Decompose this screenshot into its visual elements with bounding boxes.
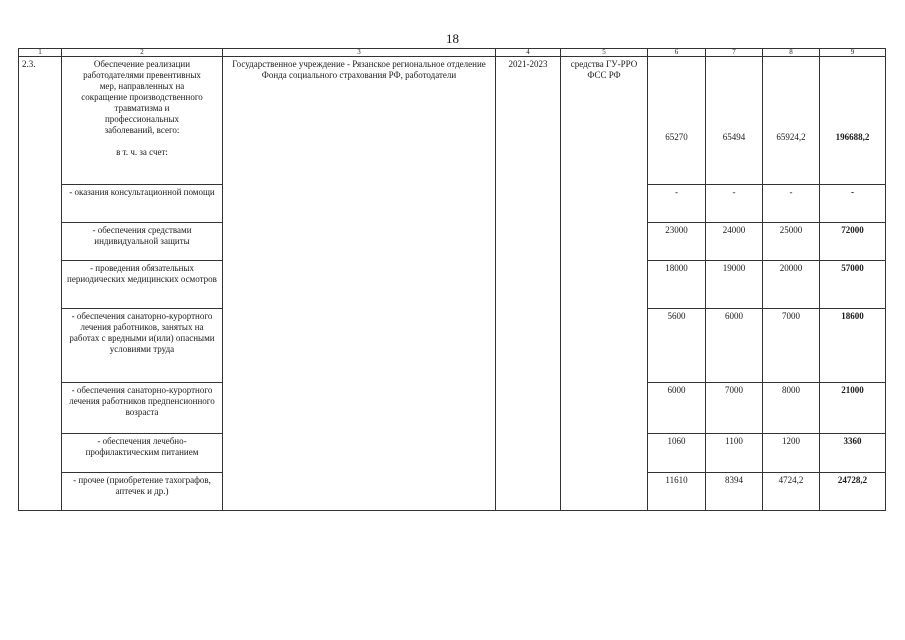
value-2021: 5600 <box>648 309 706 383</box>
measure-description <box>62 57 223 185</box>
subitem-label: - обеспечения средствами индивидуальной защиты <box>62 223 223 261</box>
column-number: 4 <box>496 49 561 57</box>
value-2021: 6000 <box>648 383 706 434</box>
value-total: 72000 <box>820 223 886 261</box>
description-line: в т. ч. за счет: <box>116 147 168 157</box>
value-2023: 20000 <box>763 261 820 309</box>
description-line: травматизма и <box>114 103 170 113</box>
executor-cell: Государственное учреждение - Рязанское региональное отделение Фонда социального страхования РФ, работодатели <box>223 57 496 511</box>
subitem-label: - прочее (приобретение тахографов, аптечек и др.) <box>62 473 223 511</box>
item-number: 2.3. <box>19 57 62 511</box>
value-2022: 65494 <box>706 57 763 185</box>
value-2023: 65924,2 <box>763 57 820 185</box>
column-number: 3 <box>223 49 496 57</box>
subitem-label: - обеспечения санаторно-курортного лечения работников предпенсионного возраста <box>62 383 223 434</box>
value-2023: 4724,2 <box>763 473 820 511</box>
value-2021: 65270 <box>648 57 706 185</box>
value-2022: 19000 <box>706 261 763 309</box>
table-row-total <box>19 57 886 185</box>
column-number: 7 <box>706 49 763 57</box>
column-number: 6 <box>648 49 706 57</box>
program-measures-table <box>18 48 886 511</box>
value-total: 196688,2 <box>820 57 886 185</box>
value-2021: 1060 <box>648 434 706 473</box>
subitem-label: - обеспечения санаторно-курортного лечения работников, занятых на работах с вредными и(или) опасными условиями труда <box>62 309 223 383</box>
description-line: мер, направленных на <box>99 81 185 91</box>
value-total: 57000 <box>820 261 886 309</box>
column-number: 9 <box>820 49 886 57</box>
value-total: - <box>820 185 886 223</box>
value-2022: - <box>706 185 763 223</box>
page-number: 18 <box>446 31 459 46</box>
value-2022: 24000 <box>706 223 763 261</box>
column-number: 8 <box>763 49 820 57</box>
column-number: 2 <box>62 49 223 57</box>
value-2021: 18000 <box>648 261 706 309</box>
column-number-row <box>19 49 886 57</box>
value-2023: - <box>763 185 820 223</box>
value-total: 21000 <box>820 383 886 434</box>
value-2023: 25000 <box>763 223 820 261</box>
subitem-label: - оказания консультационной помощи <box>62 185 223 223</box>
value-2022: 7000 <box>706 383 763 434</box>
value-2023: 7000 <box>763 309 820 383</box>
value-total: 18600 <box>820 309 886 383</box>
value-2023: 8000 <box>763 383 820 434</box>
description-line: профессиональных <box>104 114 180 124</box>
value-2021: - <box>648 185 706 223</box>
subitem-label: - обеспечения лечебно-профилактическим питанием <box>62 434 223 473</box>
value-2022: 1100 <box>706 434 763 473</box>
description-line: заболеваний, всего: <box>104 125 180 135</box>
description-line: сокращение производственного <box>81 92 203 102</box>
value-2022: 6000 <box>706 309 763 383</box>
value-2022: 8394 <box>706 473 763 511</box>
value-2023: 1200 <box>763 434 820 473</box>
description-line: Обеспечение реализации <box>93 59 191 69</box>
column-number: 5 <box>561 49 648 57</box>
value-2021: 11610 <box>648 473 706 511</box>
description-line: работодателями превентивных <box>83 70 201 80</box>
subitem-label: - проведения обязательных периодических медицинских осмотров <box>62 261 223 309</box>
period-cell: 2021-2023 <box>496 57 561 511</box>
funding-source-cell: средства ГУ-РРО ФСС РФ <box>561 57 648 511</box>
value-total: 24728,2 <box>820 473 886 511</box>
value-total: 3360 <box>820 434 886 473</box>
column-number: 1 <box>19 49 62 57</box>
description-line <box>65 136 219 147</box>
value-2021: 23000 <box>648 223 706 261</box>
